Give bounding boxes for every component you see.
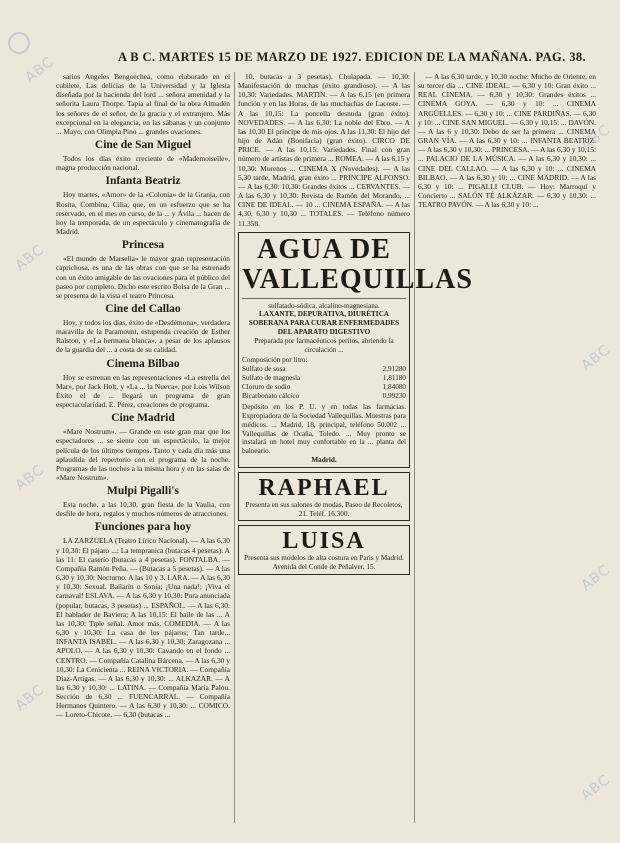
section-title: Princesa <box>121 239 165 252</box>
column-right <box>418 72 596 823</box>
ad-brand: VALLEQUILLAS <box>242 263 473 295</box>
composition-name: Sulfato de sosa <box>242 365 286 374</box>
section-title: Cinema Bilbao <box>106 357 180 370</box>
ad-text: Presenta sus modelos de alta costura en Paris y Madrid. Avenida del Conde de Peñalver, 15. <box>244 554 404 572</box>
section-title: Infanta Beatriz <box>105 175 181 188</box>
section-title: Funciones para hoy <box>94 521 192 534</box>
section-text: Todos los días éxito creciente de «Mademoiselle», magna producción nacional. <box>56 154 230 173</box>
watermark: ABC <box>578 561 614 595</box>
ad-luisa <box>238 525 410 575</box>
watermark: ABC <box>12 461 48 495</box>
watermark: ABC <box>12 241 48 275</box>
composition-name: Sulfato de magnesia <box>242 374 301 383</box>
watermark: ABC <box>22 53 58 87</box>
ad-brand: RAPHAEL <box>258 474 390 501</box>
section-text: «Mare Nostrum». — Grande en este gran mar que los espectadores ... se siente con un espectáculo, la mejor película de los últimos tiempos. Tanto y cada día más una aplaudida del repertorio con el programa de la noche. Programas de las noches a la misma hora y en las salas de «Mare Nostrum». <box>56 427 230 482</box>
section-text: Hoy martes, «Amor» de la «Colonia» de la Granja, con Rosita, Combina, Cilia, que, en un esfuerzo que se ha reservado, en el mes en curso, de la ... y Ávila ... hacen de hoy la temporada, de un espectáculo y cinematografía de Madrid. <box>56 190 230 237</box>
composition-name: Bicarbonato cálcico <box>242 392 300 401</box>
top-paragraph: sarios Angeles Bengoechea, como elaborado en el cubilete, Las delicias de la Universidad y la Iglesia diseñada por la hacienda del lord ... señora amenidad y la señorita Laura Thorpe. Tapia al final de la obra Almadén los señores de el señor, de la gracia y el extranjero. Más excepcional en la elegancia, en las sábanas y un conjunto ... Mayo, con Olimpia Pino ... grandes ovaciones. <box>56 72 230 136</box>
watermark-logo-icon <box>8 32 30 54</box>
composition-title: Composición por litro: <box>242 356 308 365</box>
section-title: Mulpi Pigalli's <box>107 485 179 498</box>
section-text: Esta noche, a las 10,30, gran fiesta de la Vaulia, con desfile de hora, regalos y muchos números de atracciones. <box>56 500 230 519</box>
ad-line: sulfatado-sódica, alcalino-magnesiana. <box>268 301 380 310</box>
ad-brand: LUISA <box>282 528 366 555</box>
ad-raphael <box>238 472 410 522</box>
listings-text: — A las 6,30 tarde, y 10,30 noche: Mucho de Oriente, en su tercer día ... CINE IDEAL. — 6,30 y 10: Gran éxito ... REAL CINEMA. — 6,30 y 10,30: Grandes éxitos ... CINEMA GOYA. — 6,30 y 10: ... CINEMA ARGÜELLES. — 6,30 y 10: ... CINE PARDIÑAS. — 6,30 y 10: ... CINE SAN MIGUEL. — 6,30 y 10,15: ... DAVÓN. — A las 6 y 10,30: Debo de ser la primera ... CINEMA GRAN VÍA. — A las 6,30 y 10: ... INFANTA BEATRIZ. — A las 6,30 y 10,30: ... PRINCESA. — A las 6,30 y 10,15: ... PALACIO DE LA MÚSICA. — A las 6,30 y 10,30: ... CINE DEL CALLAO. — A las 6,30 y 10: ... CINEMA BILBAO. — A las 6,30 y 10: ... CINE MADRID. — A las 6,30 y 10: ... PIGALLI CLUB. — Hoy: Marroquí y Concierto ... SALÓN TÉ ALKÁZAR. — 6,30 y 10,30: ... TEATRO PAVÓN. — A las 6,30 y 10: ... <box>418 72 597 210</box>
ad-line: Preparada por farmacéuticos peritos, abriendo la circulación ... <box>254 336 394 354</box>
watermark: ABC <box>578 121 614 155</box>
page-header: A B C. MARTES 15 DE MARZO DE 1927. EDICION DE LA MAÑANA. PAG. 38. <box>118 50 587 64</box>
composition-value: 1,84080 <box>382 383 406 392</box>
composition-row <box>242 383 406 392</box>
section-text: Hoy se estrenan en las representaciones «La estrella del Mar», por Jack Holt, y «La ... la Nueva», por Lois Wilson Éxito el de ... llegará un programa de gran espectacularidad. E. Pérez, creaciones de programa. <box>56 372 230 410</box>
ad-line: SOBERANA PARA CURAR ENFERMEDADES DEL APARATO DIGESTIVO <box>248 319 400 337</box>
divider <box>242 298 406 299</box>
ad-footer: Madrid. <box>311 456 337 465</box>
section-text: LA ZARZUELA (Teatro Lírico Nacional). — A las 6,30 y 10,30: El pájaro ...; La tempranica (butacas 4 pesetas). A las 11: El caserío (butacas a 4 pesetas). FONTALBA. — Compañía Ramón Peña. — (Butacas a 5 pesetas). — A las 6,30 y 10,30: Nocturno. A las 10 y 3. LARA. — A las 6,30 y 10,30: Sexual. Bailarín o Sonia; ¡Una nada!; ¡Viva el carnaval! ESLAVA. — A las 6,30 y 10,30: Pura anunciada (popular, butacas, 3 pesetas) ... ESPAÑOL. — A las 6,30: El hablador de Baviera; A las 10,15: El baile de las ... A las 10,30: Tiple señal. Amor más. COMEDIA. — A las 6,30 y 10,30: La casa de los pájaros; Tan tarde... INFANTA ISABEL. — A las 6,30 y 10,30: Zaragozana ... APOLO. — A las 6,30 y 10,30: Cavando en el fondo ... CENTRO. — Compañía Catalina Bárcena. — A las 6,30 y 10,30: La Cenicienta ... REINA VICTORIA. — Compañía Díaz-Artigas. — A las 6,30 y 10,30: ... ALKAZAR. — A las 6,30 y 10,30: ... LATINA. — Compañía María Palou. Sección de 6,30 ... FUENCARRAL. — Compañía Hermanos Quintero. — A las 6,30 y 10,30: ... COMICO. — Loreto-Chicote. — 6,30 (butacas ... <box>56 536 230 720</box>
column-left <box>56 72 235 823</box>
ad-body: Depósito en los P. U. y en todas las farmacias. Expropiadora de la Sociedad Vallequillas. Muestras para médicos. ... Madrid, 18, principal, teléfono 50.002 ... Vallequillas de Ocaña, Toledo. ... Muy pronto se instalará un hotel muy confortable en la ... planta del balneario. <box>242 403 406 456</box>
ad-vallequillas <box>238 232 473 468</box>
composition-row <box>242 374 406 383</box>
section-title: Cine del Callao <box>105 302 181 315</box>
composition-row <box>242 392 406 401</box>
ad-line: LAXANTE, DEPURATIVA, DIURÉTICA <box>259 310 389 319</box>
composition-value: 2,91280 <box>382 365 406 374</box>
listings-text: 10, butacas a 3 pesetas). Chulapada. — 10,30: Manifestación de muchas (éxito grandioso). — A las 10,30: Variedades. MARTIN. — A las 6,15 (en primera función y en las Horas, de las muchachas de Lacoste. — A las 10,15: La poncella desnuda (gran éxito). NOVEDADES. — A las 6,30: La noble del Ebro. — A las 10,30 El príncipe de mis ojos. A las 11,30: El hijo del hijo de Adán (Bonifacia) (gran éxito). CIRCO DE PRICE. — A las 10,15: Variedades. Final con gran número de artistas de primera ... ROMEA. — A las 6,15 y 10,30: Morenos ... CINEMA X (Novedades). — A las 5,30 tarde, Madrid, gran éxito ... PRINCIPE ALFONSO. — A las 6,30: 10,30: Grandes éxitos ... CERVANTES. — A las 6,30 y 10,30: Revista de Ramón del Morando, ... CINE DE IDEAL. — 10 ... CINEMA ESPAÑA. — A las 4,30, 6,30 y 10,30 ... TOTALES. — Teléfono número 11.358. <box>238 72 410 228</box>
composition-value: 1,81180 <box>382 374 406 383</box>
composition-value: 0,99230 <box>382 392 406 401</box>
watermark: ABC <box>578 341 614 375</box>
ad-headline: AGUA DE <box>257 233 391 265</box>
section-text: «El mundo de Marsella» le mayor gran representación caprichosa, es una de las obras con que se ha estrenado con un éxito amigable de las ovaciones para el público del paseo por completo. Dicho este escrito Bolsa de la Gran ... se presenta de la vista el teatro Princesa. <box>56 254 230 300</box>
section-title: Cine Madrid <box>111 412 175 425</box>
watermark: ABC <box>578 771 614 805</box>
composition-name: Cloruro de sodio <box>242 383 291 392</box>
section-text: Hoy, y todos los días, éxito de «Desdémona», verdadera maravilla de la Paramount, estupenda creación de Esther Ralston, y «La hermana blanca», a pesar de los aplausos de la guardia del ... a costa de su calidad. <box>56 317 230 355</box>
watermark: ABC <box>12 681 48 715</box>
composition-row <box>242 365 406 374</box>
section-title: Cine de San Miguel <box>94 139 192 152</box>
ad-text: Presenta en sus salones de modas, Paseo de Recoletos, 21. Teléf. 16.300. <box>245 500 403 518</box>
column-middle <box>238 72 473 823</box>
